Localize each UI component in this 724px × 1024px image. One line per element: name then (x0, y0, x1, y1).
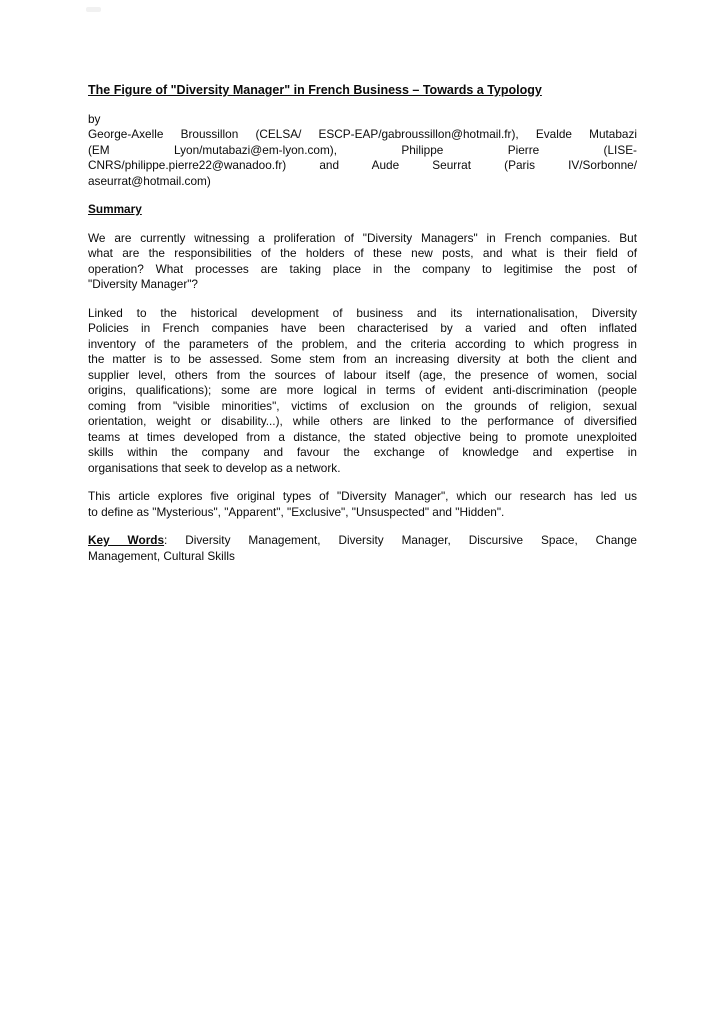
summary-paragraph-3 (88, 489, 637, 520)
byline-line: CNRS/philippe.pierre22@wanadoo.fr) and Aude Seurrat (Paris IV/Sorbonne/ (88, 158, 637, 172)
paragraph-line: teams at times developed from a distance, the stated objective being to promote unexploited (88, 429, 637, 444)
keywords-line-2: Management, Cultural Skills (88, 548, 235, 563)
paragraph-line: We are currently witnessing a proliferation of "Diversity Managers" in French companies. But (88, 230, 637, 245)
paragraph-line: to define as "Mysterious", "Apparent", "Exclusive", "Unsuspected" and "Hidden". (88, 504, 505, 519)
paragraph-line: operation? What processes are taking place in the company to legitimise the post of (88, 261, 637, 276)
paragraph-line: what are the responsibilities of the holders of these new posts, and what is their field of (88, 246, 637, 260)
keywords-label: Key Words (88, 533, 165, 547)
document-content (88, 83, 637, 577)
paragraph-line: organisations that seek to develop as a network. (88, 460, 341, 475)
paragraph-line: the matter is to be assessed. Some stem from an increasing diversity at both the client and (88, 352, 637, 366)
paragraph-line: Linked to the historical development of business and its internationalisation, Diversity (88, 305, 637, 320)
summary-heading: Summary (88, 202, 142, 216)
paragraph-line: Policies in French companies have been characterised by a varied and often inflated (88, 321, 637, 335)
byline-block (88, 112, 637, 190)
summary-paragraph-1 (88, 231, 637, 293)
article-title: The Figure of "Diversity Manager" in French Business – Towards a Typology (88, 83, 542, 97)
paragraph-line: supplier level, others from the sources of labour itself (age, the presence of women, social (88, 367, 637, 382)
paragraph-line: This article explores five original types of "Diversity Manager", which our research has led us (88, 489, 637, 503)
keywords-line-1 (88, 533, 637, 549)
paragraph-line: origins, qualifications); some are more logical in terms of evident anti-discrimination (people (88, 383, 637, 397)
paragraph-line: orientation, weight or disability...), while others are linked to the performance of diversified (88, 414, 637, 428)
keywords-text: : Diversity Management, Diversity Manager, Discursive Space, Change (164, 533, 637, 547)
byline-line: (EM Lyon/mutabazi@em-lyon.com), Philippe Pierre (LISE- (88, 142, 637, 157)
keywords-block (88, 533, 637, 564)
byline-line: aseurrat@hotmail.com) (88, 173, 211, 188)
paragraph-line: "Diversity Manager"? (88, 277, 198, 291)
byline-line: George-Axelle Broussillon (CELSA/ ESCP-EAP/gabroussillon@hotmail.fr), Evalde Mutabazi (88, 127, 637, 141)
summary-paragraph-2 (88, 306, 637, 477)
scan-artifact-speck (86, 7, 101, 12)
paragraph-line: inventory of the parameters of the problem, and the criteria according to which progress in (88, 336, 637, 351)
paragraph-line: coming from "visible minorities", victims of exclusion on the grounds of religion, sexual (88, 398, 637, 413)
paragraph-line: skills within the company and favour the exchange of knowledge and expertise in (88, 445, 637, 459)
byline-line: by (88, 111, 101, 126)
